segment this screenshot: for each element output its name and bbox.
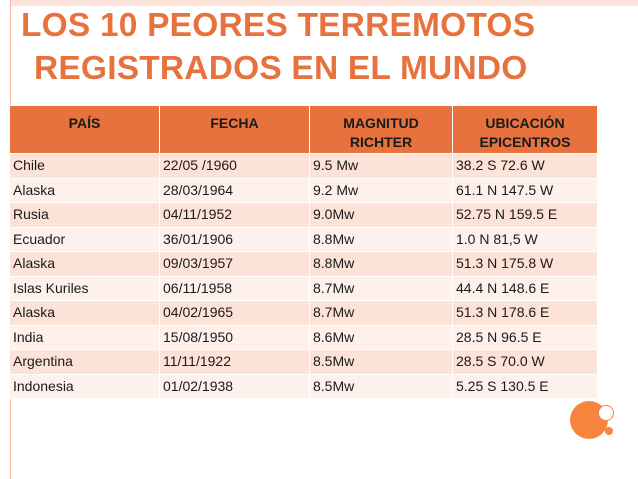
header-magnitude: MAGNITUD RICHTER <box>310 106 453 154</box>
table-row <box>10 154 598 179</box>
table-row <box>10 276 598 301</box>
table-row <box>10 178 598 203</box>
cell-epicenter: 5.25 S 130.5 E <box>453 374 598 399</box>
cell-epicenter: 61.1 N 147.5 W <box>453 178 598 203</box>
table-row <box>10 227 598 252</box>
cell-country: Rusia <box>10 203 160 228</box>
decor-circle-small <box>605 427 613 435</box>
table-row <box>10 374 598 399</box>
table-row <box>10 325 598 350</box>
cell-country: Ecuador <box>10 227 160 252</box>
cell-date: 09/03/1957 <box>160 252 310 277</box>
cell-country: Alaska <box>10 178 160 203</box>
table-row <box>10 350 598 375</box>
cell-magnitude: 8.8Mw <box>310 252 453 277</box>
cell-date: 15/08/1950 <box>160 325 310 350</box>
cell-date: 01/02/1938 <box>160 374 310 399</box>
cell-magnitude: 8.5Mw <box>310 374 453 399</box>
header-country: PAÍS <box>10 106 160 154</box>
cell-epicenter: 28.5 S 70.0 W <box>453 350 598 375</box>
slide-title <box>12 4 622 90</box>
cell-date: 06/11/1958 <box>160 276 310 301</box>
cell-magnitude: 9.0Mw <box>310 203 453 228</box>
earthquakes-table <box>9 105 598 399</box>
table-header-row <box>10 106 598 154</box>
cell-date: 22/05 /1960 <box>160 154 310 179</box>
header-date: FECHA <box>160 106 310 154</box>
cell-magnitude: 8.8Mw <box>310 227 453 252</box>
cell-epicenter: 52.75 N 159.5 E <box>453 203 598 228</box>
cell-magnitude: 8.7Mw <box>310 276 453 301</box>
cell-epicenter: 51.3 N 175.8 W <box>453 252 598 277</box>
cell-date: 04/02/1965 <box>160 301 310 326</box>
cell-date: 28/03/1964 <box>160 178 310 203</box>
cell-country: Alaska <box>10 252 160 277</box>
table-row <box>10 252 598 277</box>
cell-magnitude: 8.6Mw <box>310 325 453 350</box>
cell-epicenter: 28.5 N 96.5 E <box>453 325 598 350</box>
cell-date: 11/11/1922 <box>160 350 310 375</box>
table-body <box>10 154 598 399</box>
header-epicenter: UBICACIÓN EPICENTROS <box>453 106 598 154</box>
cell-country: Alaska <box>10 301 160 326</box>
cell-magnitude: 9.2 Mw <box>310 178 453 203</box>
title-line-2: REGISTRADOS EN EL MUNDO <box>34 50 528 87</box>
cell-magnitude: 9.5 Mw <box>310 154 453 179</box>
cell-magnitude: 8.5Mw <box>310 350 453 375</box>
cell-country: Argentina <box>10 350 160 375</box>
cell-country: Indonesia <box>10 374 160 399</box>
cell-date: 36/01/1906 <box>160 227 310 252</box>
cell-country: India <box>10 325 160 350</box>
cell-epicenter: 38.2 S 72.6 W <box>453 154 598 179</box>
cell-epicenter: 1.0 N 81,5 W <box>453 227 598 252</box>
cell-epicenter: 51.3 N 178.6 E <box>453 301 598 326</box>
cell-epicenter: 44.4 N 148.6 E <box>453 276 598 301</box>
decor-circle-ring <box>598 405 614 421</box>
cell-country: Chile <box>10 154 160 179</box>
table-row <box>10 301 598 326</box>
table-row <box>10 203 598 228</box>
cell-country: Islas Kuriles <box>10 276 160 301</box>
cell-date: 04/11/1952 <box>160 203 310 228</box>
title-line-1: LOS 10 PEORES TERREMOTOS <box>21 7 536 44</box>
cell-magnitude: 8.7Mw <box>310 301 453 326</box>
